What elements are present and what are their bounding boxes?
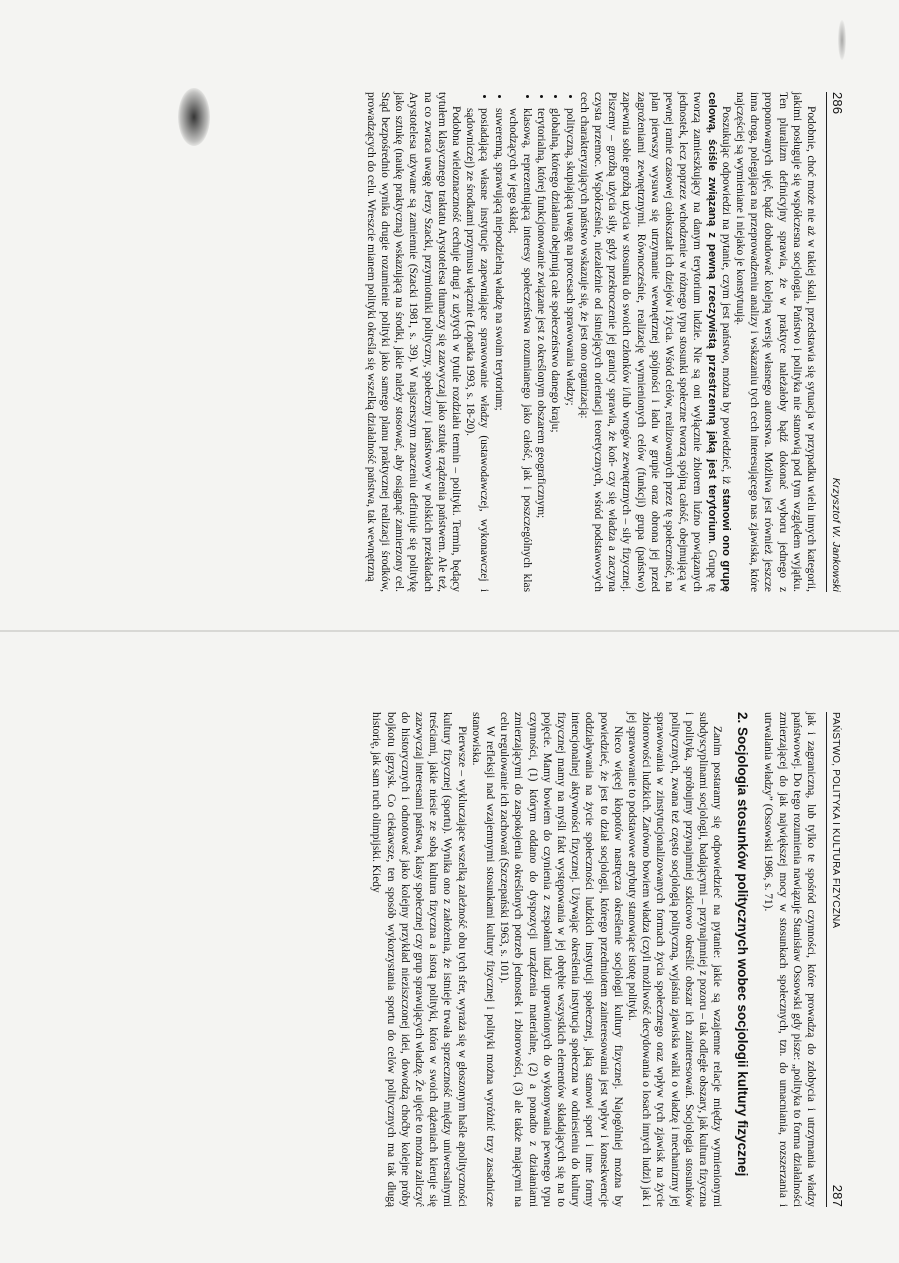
emphasized-definition: stanowi ono grupę celową, ściśle związaną z pewną rzeczywistą przestrzenną jaką jest terytorium xyxy=(705,92,732,592)
running-head: PAŃSTWO, POLITYKA I KULTURA FIZYCZNA xyxy=(830,712,841,929)
paragraph: Podobna wieloznaczność cechuje drugi z użytych w tytule rozdziału termin – polityki. Termin, będący tytułem klasycznego traktatu Arystotelesa tłumaczy się zazwyczaj jako sztukę rządzenia państwem. Ale też, na co zwraca uwagę Jerzy Szacki, przymiotniki polityczny, społeczny i państwowy w polskich przekładach Arystotelesa używane są zamiennie (Szacki 1981, s. 39). W najszerszym znaczeniu definiuje się politykę jako sztukę (naukę praktyczną) wskazującą na środki, jakie należy stosować, aby osiągnąć zamierzony cel. Stąd bezpośrednio wynika drugie rozumienie polityki jako samego planu praktycznej realizacji środków, prowadzących do celu. Wreszcie mianem polityki określa się wszelką działalność państwa, tak wewnętrzną xyxy=(364,92,462,592)
left-page-content xyxy=(85,92,845,592)
page-number: 286 xyxy=(830,92,845,115)
paragraph: Zanim postaramy się odpowiedzieć na pytanie: jakie są wzajemne relacje między wymienionymi subdyscyplinami socjologii, badającymi – przynajmniej z pozoru – tak odległe obszary, jak kultura fizyczna i polityka, spróbujmy przynajmniej szkicowo określić obszar ich zainteresowań. Socjologia stosunków politycznych, zwana też często socjologią polityczną, wyjaśnia zjawiska walki o władzę i mechanizmy jej sprawowania w zinstytucjonalizowanych formach życia społecznego oraz wpływ tych zjawisk na życie zbiorowości ludzkich. Zarówno bowiem władza (czyli możliwość decydowania o losach innych ludzi) jak i jej sprawowanie to podstawowe atrybuty stanowiące istotę polityki. xyxy=(625,712,724,1207)
list-item: • polityczną, skupiającą uwagę na procesach sprawowania władzy; xyxy=(562,108,576,592)
state-features-list xyxy=(463,92,577,592)
paragraph: Nieco więcej kłopotów nastręcza określenie socjologii kultury fizycznej. Najogólniej można by powiedzieć, że jest to dział socjologii, którego przedmiotem zainteresowania jest wpływ i konsekwencje oddziaływania na życie społeczności ludzkich instytucji społecznej, jaką stanowi sport i inne formy intencjonalnej aktywności fizycznej. Używając określenia instytucja społeczna w odniesieniu do kultury fizycznej mamy na myśli fakt występowania w jej obrębie wszystkich elementów składających się na to pojęcie. Mamy bowiem do czynienia z zespołami ludzi uprawnionych do wykonywania pewnego typu czynności, (1) którym oddano do dyspozycji urządzenia materialne, (2) a ponadto z działaniami zmierzającymi do zaspokojenia określonych potrzeb jednostek i zbiorowości, (3) ale także mającymi na celu regulowanie ich zachowań (Szczepański 1963, s. 101). xyxy=(498,712,624,1207)
page-header xyxy=(826,712,845,1207)
paragraph: Poszukując odpowiedzi na pytanie, czym jest państwo, można by powiedzieć, iż stanowi ono grupę celową, ściśle związaną z pewną rzeczywistą przestrzenną jaką jest terytorium. Grupę tę tworzą zamieszkujący na danym terytorium ludzie. Nie są oni wyłącznie zbiorem luźno powiązanych jednostek, lecz poprzez wchodzenie w różnego typu stosunki społeczne tworzą spójną całość, obejmującą w pewnej ramie czasowej całokształt ich dziejów i życia. Wśród celów, realizowanych przez tę społeczność, na plan pierwszy wysuwa się utrzymanie wewnętrznej spójności i ładu w grupie oraz obrona jej przed zagrożeniami zewnętrznymi. Równocześnie, realizację wymienionych celów (funkcji) grupa (państwo) zapewnia sobie groźbą użycia w stosunku do swoich członków i/lub wrogów zewnętrznych – siły fizycznej. Piszemy – groźbą użycia siły, gdyż przekroczenie jej granicy sprawia, że koń- czy się władza a zaczyna czysta przemoc. Współcześnie, niezależnie od istniejących orientacji teoretycznych, wśród podstawowych cech charakteryzujących państwo wskazuje się, że jest ono organizacją: xyxy=(577,92,732,593)
scan-mark xyxy=(838,20,846,60)
right-page-content xyxy=(85,712,845,1207)
paragraph: W refleksji nad wzajemnymi stosunkami kultury fizycznej i polityki można wyróżnić trzy zasadnicze stanowiska. xyxy=(469,712,496,1207)
section-heading: 2. Socjologia stosunków politycznych wobec socjologii kultury fizycznej xyxy=(735,712,751,1177)
page-header xyxy=(826,92,845,592)
list-item: • klasową, reprezentującą interesy społeczeństwa rozumianego jako całość, jak i poszczególnych klas wchodzących w jego skład; xyxy=(506,108,534,592)
list-item: • suwerenną, sprawującą niepodzielną władzę na swoim terytorium; xyxy=(491,108,505,592)
list-item: • terytorialną, której funkcjonowanie związane jest z określonym obszarem geograficznym; xyxy=(534,108,548,592)
list-item: • posiadającą własne instytucje zapewniające sprawowanie władzy (ustawodawczej, wykonawczej i sądowniczej) ze środkami przymusu włącznie (Łopatka 1993, s. 18-20). xyxy=(463,108,491,592)
page-number: 287 xyxy=(830,1184,845,1207)
list-item: • globalną, którego działania obejmują całe społeczeństwo danego kraju; xyxy=(548,108,562,592)
paragraph: jak i zagraniczną, lub tylko te spośród czynności, które prowadzą do zdobycia i utrzymania władzy państwowej. Do tego rozumienia nawiązuje Stanisław Ossowski gdy pisze: „polityka to forma działalności zmierzającej do jak największej mocy w stosunkach społecznych, tzn. do umacniania, rozszerzania i utrwalania władzy” (Ossowski 1986, s. 71). xyxy=(762,712,817,1207)
paragraph: Podobnie, choć może nie aż w takiej skali, przedstawia się sytuacja w przypadku wielu innych kategorii, jakimi posługuje się współczesna socjologia. Państwo i polityka nie stanowią pod tym względem wyjątku. Ten pluralizm definicyjny sprawia, że w praktyce należałoby bądź dokonać wyboru jednego z proponowanych ujęć, bądź dobudować kolejną wersję własnego autorstwa. Możliwa jest również jeszcze inna droga, polegająca na przeprowadzeniu analizy i wskazaniu tych cech interesującego nas zjawiska, które najczęściej są wymieniane i niejako je konstytuują. xyxy=(733,92,817,592)
running-head: Krzysztof W. Jankowski xyxy=(830,477,842,592)
paragraph: Pierwsze – wykluczające wszelką zależność obu tych sfer, wyraża się w głoszonym haśle apolityczności kultury fizycznej (sportu). Wynika ono z założenia, że istnieje trwała sprzeczność między uniwersalnymi treściami, jakie niesie ze sobą kultura fizyczna a istotą polityki, która w swoich dążeniach kieruje się zazwyczaj interesami państwa, klasy społecznej czy grup sprawujących władzę. Że ujęcie to można zaliczyć do historycznych i odnotować jako kolejny przykład nieziszczonej idei, dowodzą choćby kolejne próby bojkotu igrzysk. Co ciekawsze, ten sposób wykorzystania sportu do celów politycznych ma tak długą historię, jak sam ruch olimpijski. Kiedy xyxy=(370,712,468,1207)
right-book-page xyxy=(0,632,899,1263)
